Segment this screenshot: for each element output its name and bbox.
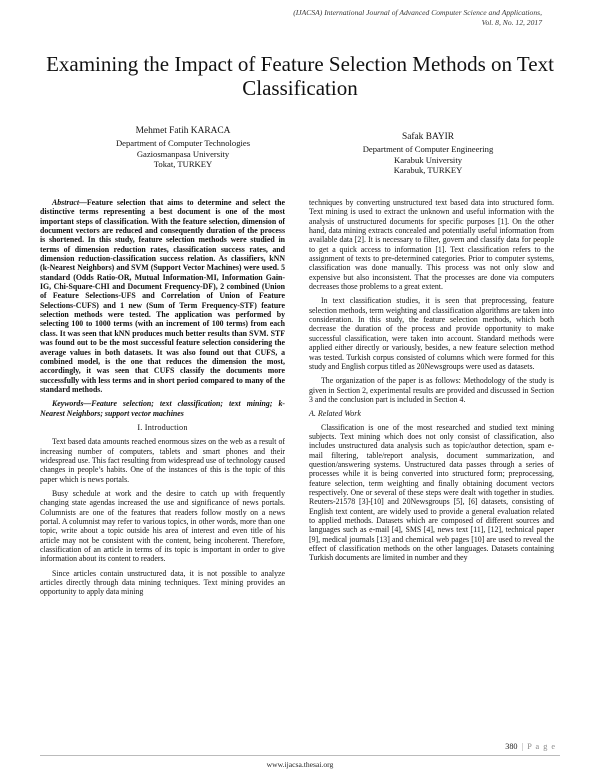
section-heading-introduction: I. Introduction <box>137 422 188 432</box>
paragraph: The organization of the paper is as follows: Methodology of the study is given in Section 2, experimental results are provided and discussed in Section 3 and the conclusion part is included in Section 4. <box>309 376 554 404</box>
page-word: P a g e <box>527 742 556 751</box>
author-org: Gaziosmanpasa University <box>136 148 230 159</box>
page-number <box>505 742 556 751</box>
subsection-heading-related-work: A. Related Work <box>309 409 361 419</box>
right-column <box>309 198 554 568</box>
page-number-separator: | <box>521 742 524 751</box>
journal-header <box>142 8 542 28</box>
author-name: Mehmet Fatih KARACA <box>135 126 231 136</box>
abstract <box>40 198 285 394</box>
author-name: Safak BAYIR <box>402 132 454 142</box>
author-org: Karabuk University <box>393 154 463 165</box>
paper-title: Examining the Impact of Feature Selection Methods on Text Classification <box>46 52 554 100</box>
abstract-text: —Feature selection that aims to determine and select the distinctive terms representing a best document is one of the most important steps of classification. With the feature selection, dimension of document vectors are reduced and consequently duration of the process is shortened. In this study, feature selection methods were studied in terms of dimension reduction rates, classification success rates, and dimension reduction-classification success relation. As classifiers, kNN (k-Nearest Neighbors) and SVM (Support Vector Machines) were used. 5 standard (Odds Ratio-OR, Mutual Information-MI, Information Gain-IG, Chi-Square-CHI and Document Frequency-DF), 2 combined (Union of Feature Selections-UFS and Correlation of Union of Feature Selections-CUFS) and 1 new (Sum of Term Frequency-STF) feature selection methods were tested. The application was performed by selecting 100 to 1000 terms (with an increment of 100 terms) from each class. It was seen that kNN produces much better results than SVM. STF was found out to be the most successful feature selection considering the average values in both datasets. It was also found out that CUFS, a combined model, is the one that reduces the dimension the most, accordingly, it was seen that CUFS classify the documents more successfully with less terms and in short period compared to many of the standard methods. <box>40 198 285 394</box>
keywords: Keywords—Feature selection; text classification; text mining; k-Nearest Neighbors; support vector machines <box>40 399 285 418</box>
footer-divider <box>40 755 560 756</box>
journal-header-line1: (IJACSA) International Journal of Advanced Computer Science and Applications, <box>293 8 542 17</box>
author-block-1 <box>88 126 278 170</box>
author-dept: Department of Computer Technologies <box>115 138 251 149</box>
left-column <box>40 198 285 602</box>
paragraph: In text classification studies, it is seen that preprocessing, feature selection methods, term weighting and classification algorithms are taken into consideration. In this study, the feature selection methods, which both decrease the duration of the process and provide opportunity to make successful classification, were taken into account. Standard methods were applied either directly or variously, besides, a new feature selection method was tested. Turkish corpus consisted of columns which were formed for this study and English corpus titled as 20Newsgroups were used as datasets. <box>309 296 554 371</box>
author-block-2 <box>328 132 528 176</box>
author-dept: Department of Computer Engineering <box>362 144 494 155</box>
author-loc: Tokat, TURKEY <box>153 159 213 170</box>
paragraph: Text based data amounts reached enormous sizes on the web as a result of increasing number of computers, tablets and smart phones and their widespread use. This fact resulting from widespread use of technology caused changes in people’s habits. One of the instances of this is the topic of this paper which is news portals. <box>40 437 285 484</box>
paragraph: Since articles contain unstructured data, it is not possible to analyze articles directly through data mining techniques. Text mining provides an opportunity to apply data mining <box>40 568 285 597</box>
author-loc: Karabuk, TURKEY <box>393 165 463 176</box>
page-number-value: 380 <box>505 742 518 751</box>
paragraph: techniques by converting unstructured text based data into structured form. Text mining is used to extract the unknown and useful information with the analysis of unstructured documents for specific purposes [1]. On the other hand, data mining extracts concealed and potentially useful information from available data [2]. It is necessary to filter, govern and classify data for people to get a quick access to information [1]. Text classification refers to the assignment of texts to pre-determined categories. Prior to computer systems, classification was done manually. This process was not only slow and expensive but also inconsistent. That the processes are done via computers decreases those problems to a great extent. <box>309 198 554 292</box>
journal-header-line2: Vol. 8, No. 12, 2017 <box>481 18 542 27</box>
footer-url[interactable]: www.ijacsa.thesai.org <box>266 760 334 769</box>
paragraph: Busy schedule at work and the desire to catch up with frequently changing state agendas increased the use and significance of news portals. Columnists are one of the features that readers follow mostly on a news portal. A columnist may refer to various topics, in other words, more than one topic, write about a topic outside his area of interest and even title of his article may not be consistent with the content, being incoherent. Therefore, classification of an article in terms of its topic is important in order to give information about its content to readers. <box>40 488 285 564</box>
abstract-lead: Abstract <box>52 198 80 207</box>
paragraph: Classification is one of the most researched and studied text mining subjects. Text mining which does not only consist of classification, also includes unstructured data analysis such as topic/author detection, spam e-mail filtering, table/report analysis, document summarization, and question/answering systems. Unstructured data passes through a series of processes while it is being converted into structured form; preprocessing, feature selection, term weighting and finally obtaining document vectors respectively. One or several of these steps were dealt with together in studies. Reuters-21578 [3]-[10] and 20Newsgroups [5], [6] datasets, consisting of English text content, are widely used to provide a general evaluation related to applied methods. Datasets which are composed of different sources and languages such as e-mail [4], SMS [4], news text [11], [12], technical paper [9], medical journals [13] and chemical web pages [10] are used to reveal the effect of classification methods on the other languages. Datasets containing Turkish documents are limited in number and they <box>309 422 554 563</box>
